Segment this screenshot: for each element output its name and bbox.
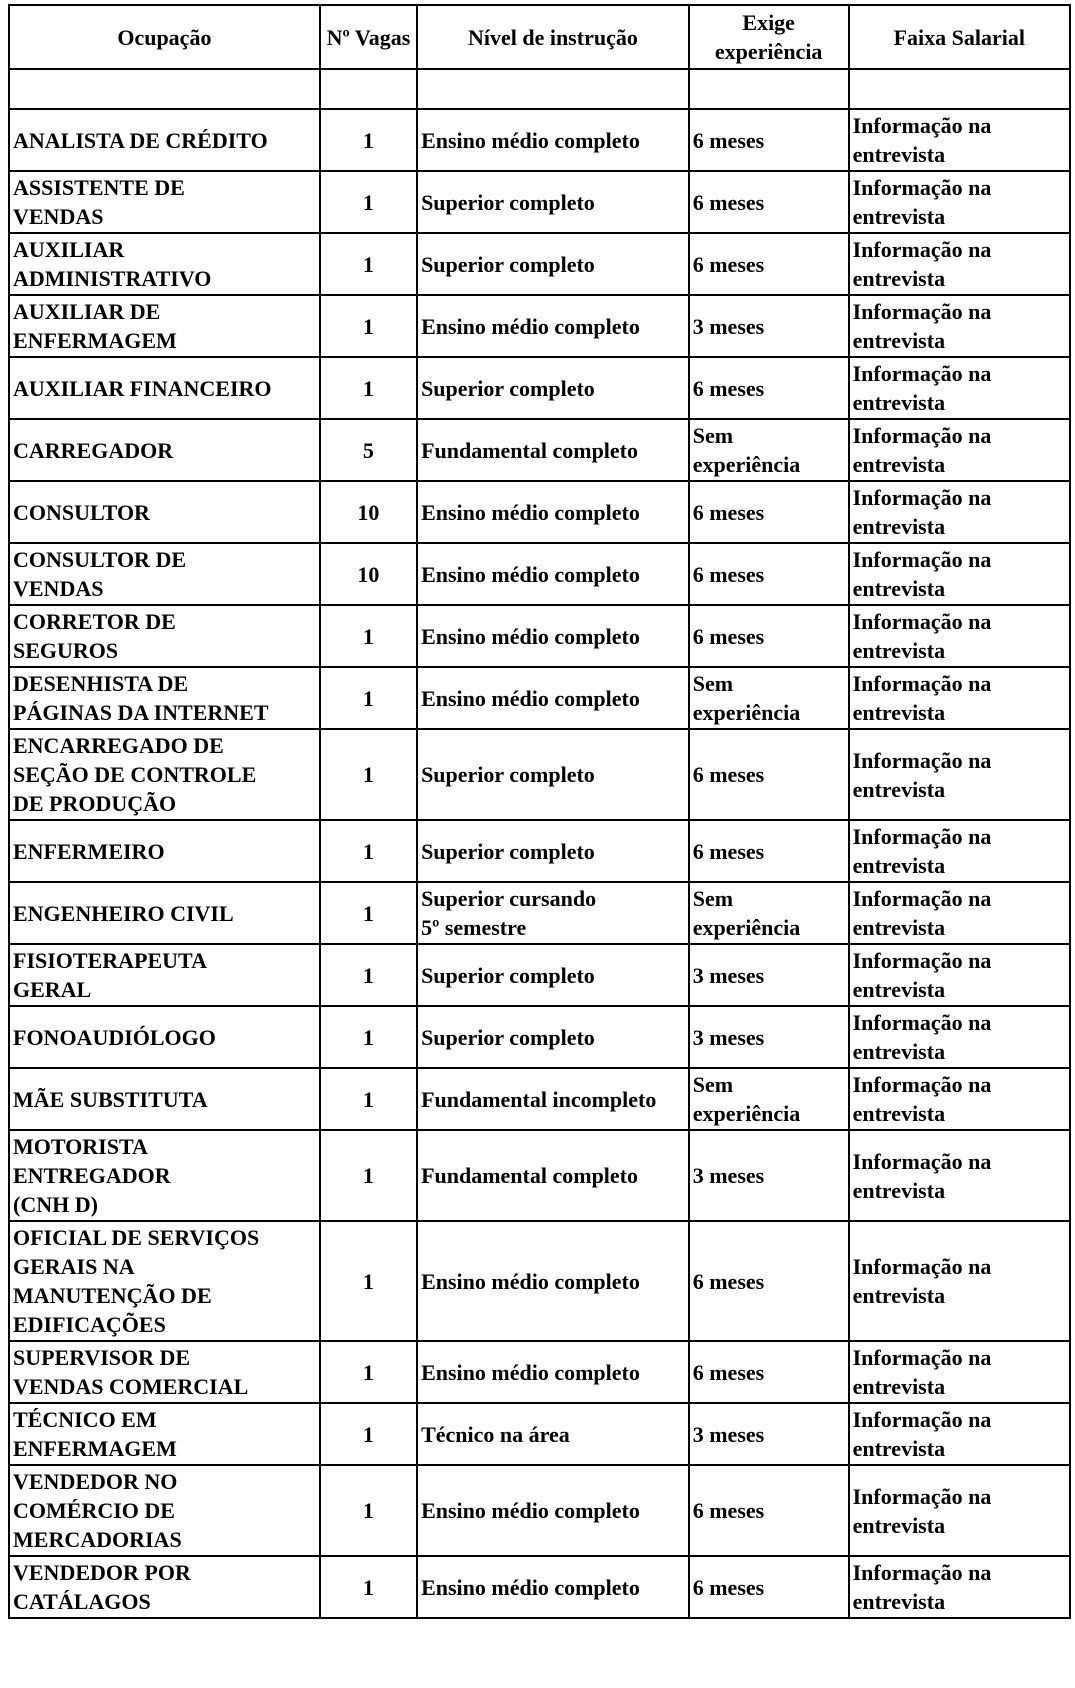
- cell-ocupacao: AUXILIAR DE ENFERMAGEM: [9, 295, 320, 357]
- cell-exige-experiencia: 3 meses: [689, 1403, 849, 1465]
- table-header-row: [9, 5, 1070, 69]
- cell-exige-experiencia: Sem experiência: [689, 1068, 849, 1130]
- empty-cell: [320, 69, 417, 109]
- table-row: [9, 295, 1070, 357]
- job-listings-page: [8, 4, 1071, 1619]
- table-row: [9, 419, 1070, 481]
- table-row: [9, 667, 1070, 729]
- table-row: [9, 605, 1070, 667]
- table-row: [9, 1556, 1070, 1618]
- cell-faixa-salarial: Informação na entrevista: [849, 357, 1070, 419]
- cell-nivel-instrucao: Superior completo: [417, 820, 689, 882]
- cell-ocupacao: CARREGADOR: [9, 419, 320, 481]
- cell-vagas: 10: [320, 543, 417, 605]
- cell-vagas: 1: [320, 1006, 417, 1068]
- table-row: [9, 882, 1070, 944]
- empty-cell: [417, 69, 689, 109]
- cell-ocupacao: OFICIAL DE SERVIÇOS GERAIS NA MANUTENÇÃO DE EDIFICAÇÕES: [9, 1221, 320, 1341]
- cell-nivel-instrucao: Ensino médio completo: [417, 1341, 689, 1403]
- cell-vagas: 5: [320, 419, 417, 481]
- job-vacancies-table: [8, 4, 1071, 1619]
- cell-vagas: 1: [320, 1403, 417, 1465]
- cell-nivel-instrucao: Ensino médio completo: [417, 1556, 689, 1618]
- table-row: [9, 1403, 1070, 1465]
- cell-vagas: 1: [320, 1068, 417, 1130]
- cell-ocupacao: DESENHISTA DE PÁGINAS DA INTERNET: [9, 667, 320, 729]
- cell-vagas: 1: [320, 820, 417, 882]
- cell-exige-experiencia: 6 meses: [689, 357, 849, 419]
- cell-faixa-salarial: Informação na entrevista: [849, 1068, 1070, 1130]
- cell-exige-experiencia: 6 meses: [689, 1556, 849, 1618]
- cell-ocupacao: AUXILIAR ADMINISTRATIVO: [9, 233, 320, 295]
- cell-ocupacao: ENGENHEIRO CIVIL: [9, 882, 320, 944]
- cell-faixa-salarial: Informação na entrevista: [849, 481, 1070, 543]
- table-row: [9, 1130, 1070, 1221]
- cell-nivel-instrucao: Ensino médio completo: [417, 481, 689, 543]
- cell-vagas: 1: [320, 1341, 417, 1403]
- header-vagas: Nº Vagas: [320, 5, 417, 69]
- cell-exige-experiencia: 6 meses: [689, 233, 849, 295]
- cell-ocupacao: VENDEDOR POR CATÁLAGOS: [9, 1556, 320, 1618]
- table-row: [9, 357, 1070, 419]
- cell-vagas: 1: [320, 729, 417, 820]
- cell-exige-experiencia: 6 meses: [689, 729, 849, 820]
- cell-vagas: 1: [320, 357, 417, 419]
- cell-exige-experiencia: 6 meses: [689, 1465, 849, 1556]
- cell-vagas: 1: [320, 667, 417, 729]
- cell-exige-experiencia: 6 meses: [689, 109, 849, 171]
- cell-nivel-instrucao: Ensino médio completo: [417, 1465, 689, 1556]
- cell-nivel-instrucao: Ensino médio completo: [417, 1221, 689, 1341]
- cell-nivel-instrucao: Ensino médio completo: [417, 667, 689, 729]
- cell-ocupacao: AUXILIAR FINANCEIRO: [9, 357, 320, 419]
- cell-vagas: 1: [320, 1465, 417, 1556]
- cell-ocupacao: FISIOTERAPEUTA GERAL: [9, 944, 320, 1006]
- cell-faixa-salarial: Informação na entrevista: [849, 605, 1070, 667]
- cell-exige-experiencia: 3 meses: [689, 1006, 849, 1068]
- cell-nivel-instrucao: Ensino médio completo: [417, 543, 689, 605]
- cell-exige-experiencia: Sem experiência: [689, 667, 849, 729]
- cell-vagas: 10: [320, 481, 417, 543]
- cell-faixa-salarial: Informação na entrevista: [849, 109, 1070, 171]
- cell-vagas: 1: [320, 944, 417, 1006]
- cell-exige-experiencia: 6 meses: [689, 820, 849, 882]
- table-row: [9, 543, 1070, 605]
- cell-vagas: 1: [320, 882, 417, 944]
- cell-ocupacao: CORRETOR DE SEGUROS: [9, 605, 320, 667]
- cell-nivel-instrucao: Superior completo: [417, 233, 689, 295]
- cell-exige-experiencia: 6 meses: [689, 171, 849, 233]
- cell-ocupacao: ASSISTENTE DE VENDAS: [9, 171, 320, 233]
- cell-nivel-instrucao: Ensino médio completo: [417, 295, 689, 357]
- cell-exige-experiencia: 3 meses: [689, 295, 849, 357]
- cell-nivel-instrucao: Superior completo: [417, 357, 689, 419]
- empty-cell: [9, 69, 320, 109]
- table-row: [9, 233, 1070, 295]
- cell-nivel-instrucao: Superior cursando 5º semestre: [417, 882, 689, 944]
- table-row: [9, 1006, 1070, 1068]
- cell-exige-experiencia: 6 meses: [689, 481, 849, 543]
- cell-faixa-salarial: Informação na entrevista: [849, 729, 1070, 820]
- cell-faixa-salarial: Informação na entrevista: [849, 295, 1070, 357]
- cell-ocupacao: SUPERVISOR DE VENDAS COMERCIAL: [9, 1341, 320, 1403]
- cell-faixa-salarial: Informação na entrevista: [849, 1465, 1070, 1556]
- cell-ocupacao: VENDEDOR NO COMÉRCIO DE MERCADORIAS: [9, 1465, 320, 1556]
- cell-nivel-instrucao: Ensino médio completo: [417, 109, 689, 171]
- cell-faixa-salarial: Informação na entrevista: [849, 944, 1070, 1006]
- cell-ocupacao: CONSULTOR DE VENDAS: [9, 543, 320, 605]
- cell-vagas: 1: [320, 605, 417, 667]
- cell-ocupacao: CONSULTOR: [9, 481, 320, 543]
- cell-nivel-instrucao: Superior completo: [417, 171, 689, 233]
- cell-exige-experiencia: 3 meses: [689, 944, 849, 1006]
- cell-faixa-salarial: Informação na entrevista: [849, 171, 1070, 233]
- cell-nivel-instrucao: Superior completo: [417, 1006, 689, 1068]
- cell-vagas: 1: [320, 1130, 417, 1221]
- table-row: [9, 1221, 1070, 1341]
- cell-ocupacao: TÉCNICO EM ENFERMAGEM: [9, 1403, 320, 1465]
- cell-faixa-salarial: Informação na entrevista: [849, 882, 1070, 944]
- cell-faixa-salarial: Informação na entrevista: [849, 1341, 1070, 1403]
- cell-exige-experiencia: 6 meses: [689, 1341, 849, 1403]
- table-row: [9, 171, 1070, 233]
- cell-ocupacao: ANALISTA DE CRÉDITO: [9, 109, 320, 171]
- cell-nivel-instrucao: Fundamental completo: [417, 1130, 689, 1221]
- cell-faixa-salarial: Informação na entrevista: [849, 1130, 1070, 1221]
- header-nivel-instrucao: Nível de instrução: [417, 5, 689, 69]
- cell-faixa-salarial: Informação na entrevista: [849, 1556, 1070, 1618]
- cell-ocupacao: ENFERMEIRO: [9, 820, 320, 882]
- cell-exige-experiencia: 6 meses: [689, 543, 849, 605]
- table-row: [9, 944, 1070, 1006]
- table-row: [9, 1068, 1070, 1130]
- cell-nivel-instrucao: Técnico na área: [417, 1403, 689, 1465]
- cell-vagas: 1: [320, 1221, 417, 1341]
- cell-ocupacao: MOTORISTA ENTREGADOR (CNH D): [9, 1130, 320, 1221]
- cell-faixa-salarial: Informação na entrevista: [849, 820, 1070, 882]
- cell-vagas: 1: [320, 109, 417, 171]
- cell-vagas: 1: [320, 171, 417, 233]
- cell-nivel-instrucao: Superior completo: [417, 944, 689, 1006]
- cell-nivel-instrucao: Ensino médio completo: [417, 605, 689, 667]
- empty-cell: [849, 69, 1070, 109]
- cell-exige-experiencia: Sem experiência: [689, 419, 849, 481]
- empty-spacer-row: [9, 69, 1070, 109]
- header-exige-experiencia: Exige experiência: [689, 5, 849, 69]
- table-row: [9, 1465, 1070, 1556]
- cell-ocupacao: FONOAUDIÓLOGO: [9, 1006, 320, 1068]
- table-row: [9, 820, 1070, 882]
- cell-nivel-instrucao: Fundamental completo: [417, 419, 689, 481]
- cell-faixa-salarial: Informação na entrevista: [849, 419, 1070, 481]
- cell-faixa-salarial: Informação na entrevista: [849, 1006, 1070, 1068]
- cell-exige-experiencia: 6 meses: [689, 1221, 849, 1341]
- cell-faixa-salarial: Informação na entrevista: [849, 667, 1070, 729]
- table-row: [9, 481, 1070, 543]
- cell-ocupacao: ENCARREGADO DE SEÇÃO DE CONTROLE DE PRODUÇÃO: [9, 729, 320, 820]
- cell-exige-experiencia: Sem experiência: [689, 882, 849, 944]
- cell-ocupacao: MÃE SUBSTITUTA: [9, 1068, 320, 1130]
- header-faixa-salarial: Faixa Salarial: [849, 5, 1070, 69]
- table-row: [9, 729, 1070, 820]
- cell-nivel-instrucao: Superior completo: [417, 729, 689, 820]
- table-row: [9, 1341, 1070, 1403]
- cell-faixa-salarial: Informação na entrevista: [849, 543, 1070, 605]
- cell-nivel-instrucao: Fundamental incompleto: [417, 1068, 689, 1130]
- header-ocupacao: Ocupação: [9, 5, 320, 69]
- cell-vagas: 1: [320, 233, 417, 295]
- cell-vagas: 1: [320, 1556, 417, 1618]
- cell-vagas: 1: [320, 295, 417, 357]
- cell-faixa-salarial: Informação na entrevista: [849, 1403, 1070, 1465]
- table-row: [9, 109, 1070, 171]
- cell-faixa-salarial: Informação na entrevista: [849, 1221, 1070, 1341]
- empty-cell: [689, 69, 849, 109]
- cell-faixa-salarial: Informação na entrevista: [849, 233, 1070, 295]
- cell-exige-experiencia: 3 meses: [689, 1130, 849, 1221]
- cell-exige-experiencia: 6 meses: [689, 605, 849, 667]
